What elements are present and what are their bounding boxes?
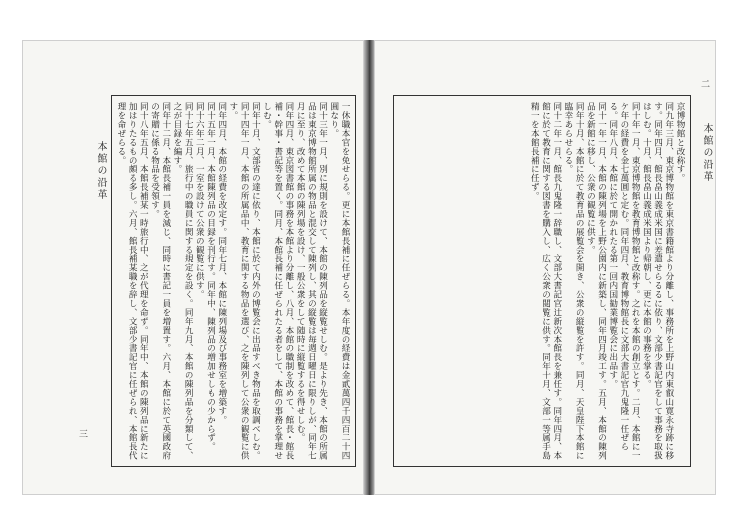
paragraph: 同十四年一月、本館の所属品中、教育に関する物品を選び、之を陳列して公衆の観覧に供す。 — [227, 102, 250, 460]
paragraph: 京博物館と改称す。 — [675, 102, 685, 183]
text-frame — [111, 95, 356, 467]
paragraph: 同年四月、東京図書館の事務を本館より分離し、八月、本館の職制を改めて、館長・館長補・幹事・書記等を置く。同月、本館長補に任ぜられたる者をして、本館の事務を掌理せしむ。 — [261, 102, 294, 460]
text-frame — [393, 95, 691, 467]
running-head: 本館の沿革 — [701, 123, 712, 183]
paragraph: 同十五年一月、本館陳列品の目録を刊行す。同年中、陳列品の増加せしもの少からず。 — [205, 102, 216, 452]
book-gutter — [364, 40, 374, 495]
page-number: 二 — [701, 80, 711, 90]
paragraph: 同十八年五月、本館長補某一時旅行中、之が代理を命ず。同年中、本館の陳列品に新たに加はりたるもの頗る多し。六月、館長補某職を辞し、文部少書記官に任ぜられ、本館長代理を命ぜらる。 — [115, 102, 149, 460]
paragraph: 同十二年一月、館長九鬼隆一辞職し、文部大書記官辻新次本館長を兼任す。同年四月、本館に於て教育に関する図書を購入し、広く公衆の閲覧に供す。同年十月、文部一等属手島精一を本館長補に任ず。 — [529, 102, 562, 460]
page-number: 三 — [79, 430, 89, 440]
book-spread — [22, 40, 716, 495]
paragraph: 同年十二月、本館長補一員を減じ、同時に書記一員を増置す。六月、本館に於て英國政府の寄贈に係る物品を受領す。 — [149, 102, 171, 460]
paragraph: 同十三年一月、別に規則を設けて、本館の陳列品を縦覧せしむ。是より先き、本館の所属品は東京博物館所属の物品と混交して陳列し、其の縦覧は毎週日曜日に限りしが、同年七月に至り、改めて本館の陳列場を設け、一般公衆をして随時に縦覧するを得せしむ。 — [295, 102, 328, 460]
body-text — [117, 102, 350, 460]
right-page — [374, 40, 716, 495]
paragraph: 同十年一月、東京博物館を教育博物館と改称す。之れを本館の創立とす。二月、本館に一ケ年の経費を金七萬圓と定む。同年四月、教育博物館長に文部大書記官九鬼隆一任ぜらる。同年八月、本館に於て開かれたる第一回内国勧業博覧会に出品す。 — [607, 102, 641, 460]
paragraph: 同年四月、本館の経費を改定す。同年七月、本館に陳列場及び事務室を増築す。 — [216, 102, 227, 425]
paragraph: 一休職本官を免せらる。更に本館長補に任ぜらる。本年度の経費は金貳萬四千四百二十四圓なり。 — [328, 102, 350, 460]
paragraph: 同十一年一月、本館の陳列場を上野公園内に新築し、同年四月竣工す。五月、本館の陳列品を新館に移し、公衆の観覧に供す。 — [585, 102, 607, 460]
body-text — [399, 102, 685, 460]
paragraph: 同九年三月、東京博物館を東京書籍館より分離し、事務所を上野山内東叡山寛永寺跡に移す。同年四月、館長畠山義成米国に差遣せらるるに依り、文部少書記官をして事務を取扱はしむ。十月、館長畠山義成米国より帰朝し、更に本館の事務を掌る。 — [641, 102, 674, 460]
paragraph: 同十七年五月、旅行中の職員に関する規定を設く。同年九月、本館の陳列品を分類して、之が目録を編す。 — [171, 102, 194, 460]
running-head: 本館の沿革 — [95, 141, 106, 201]
paragraph: 同年十月、文部省の達に依り、本館に於て内外の博覧会に出品すべき物品を取調べしむ。 — [250, 102, 261, 460]
left-page — [22, 40, 364, 495]
paragraph: 同年十月、本館に於て教育品の展覧会を開き、公衆の縦覧を許す。同月、天皇陛下本館に臨幸あらせらる。 — [562, 102, 585, 460]
paragraph: 同十六年二月、一室を設けて公衆の観覧に供す。 — [194, 102, 205, 299]
